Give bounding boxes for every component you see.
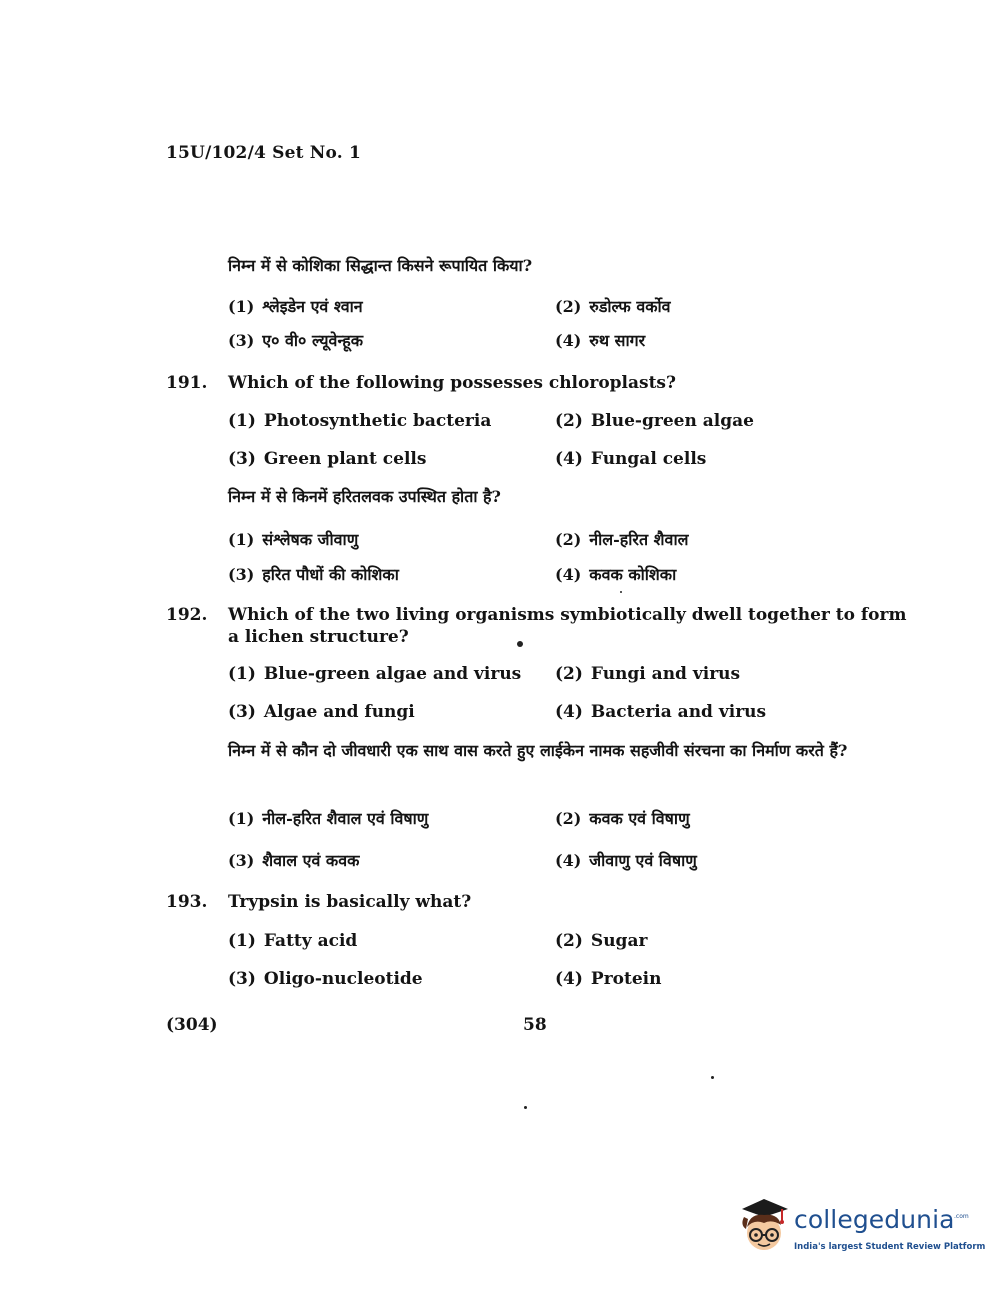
option: (3) शैवाल एवं कवक bbox=[228, 851, 360, 870]
question-text: Which of the two living organisms symbiotically dwell together to form a lichen structure? bbox=[228, 605, 907, 647]
option: (4) Protein bbox=[555, 969, 662, 989]
scan-speck bbox=[620, 591, 622, 593]
logo-domain: .com bbox=[954, 1213, 969, 1220]
question-number: 192. bbox=[166, 605, 208, 625]
page-code: 15U/102/4 Set No. 1 bbox=[166, 143, 362, 163]
option: (1) Blue-green algae and virus bbox=[228, 664, 522, 684]
option: (3) Algae and fungi bbox=[228, 702, 415, 722]
option: (2) Sugar bbox=[555, 931, 648, 951]
question-hindi: निम्न में से कौन दो जीवधारी एक साथ वास करते हुए लाईकेन नामक सहजीवी संरचना का निर्माण करते हैं? bbox=[228, 741, 848, 760]
option: (3) ए० वी० ल्यूवेन्हूक bbox=[228, 331, 364, 350]
question-text: Which of the following possesses chloroplasts? bbox=[228, 373, 676, 393]
option: (1) Photosynthetic bacteria bbox=[228, 411, 492, 431]
option: (2) कवक एवं विषाणु bbox=[555, 809, 690, 828]
option: (3) हरित पौधों की कोशिका bbox=[228, 565, 399, 584]
logo-wordmark: collegedunia bbox=[794, 1205, 955, 1234]
mascot-icon bbox=[736, 1195, 792, 1261]
question-190-hindi: निम्न में से कोशिका सिद्धान्त किसने रूपायित किया? bbox=[228, 256, 533, 275]
question-hindi: निम्न में से किनमें हरितलवक उपस्थित होता है? bbox=[228, 487, 501, 506]
option: (4) Fungal cells bbox=[555, 449, 707, 469]
option: (2) रुडोल्फ वर्कोव bbox=[555, 297, 671, 316]
question-text: Trypsin is basically what? bbox=[228, 892, 472, 912]
option: (2) Blue-green algae bbox=[555, 411, 754, 431]
scan-speck bbox=[524, 1106, 527, 1109]
scan-speck bbox=[517, 641, 523, 647]
option: (4) जीवाणु एवं विषाणु bbox=[555, 851, 697, 870]
option: (4) कवक कोशिका bbox=[555, 565, 677, 584]
option: (1) संश्लेषक जीवाणु bbox=[228, 530, 359, 549]
scan-speck bbox=[711, 1076, 714, 1079]
option: (4) Bacteria and virus bbox=[555, 702, 767, 722]
option: (3) Green plant cells bbox=[228, 449, 427, 469]
option: (4) रुथ सागर bbox=[555, 331, 646, 350]
option: (1) नील-हरित शैवाल एवं विषाणु bbox=[228, 809, 429, 828]
question-number: 193. bbox=[166, 892, 208, 912]
option: (2) Fungi and virus bbox=[555, 664, 741, 684]
logo-tagline: India's largest Student Review Platform bbox=[794, 1242, 986, 1252]
option: (1) Fatty acid bbox=[228, 931, 358, 951]
option: (1) श्लेइडेन एवं श्वान bbox=[228, 297, 363, 316]
page-number: 58 bbox=[523, 1015, 547, 1035]
question-number: 191. bbox=[166, 373, 208, 393]
footer-code: (304) bbox=[166, 1015, 218, 1035]
collegedunia-logo bbox=[736, 1195, 986, 1265]
option: (2) नील-हरित शैवाल bbox=[555, 530, 689, 549]
option: (3) Oligo-nucleotide bbox=[228, 969, 423, 989]
